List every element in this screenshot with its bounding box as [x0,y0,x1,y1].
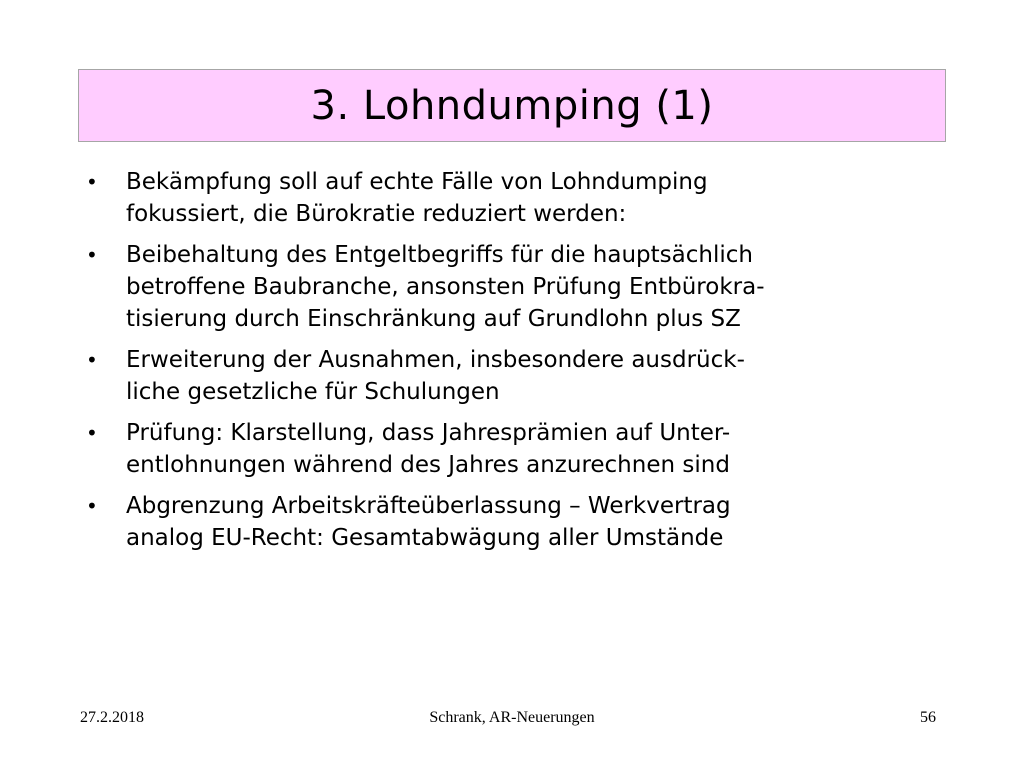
bullet-text: Abgrenzung Arbeitskräfteüberlassung – Werkvertrag analog EU-Recht: Gesamtabwägung aller Umstände [126,493,731,551]
bullet-item [86,344,946,408]
bullet-text: Prüfung: Klarstellung, dass Jahresprämien auf Unter- entlohnungen während des Jahres anzurechnen sind [126,420,731,478]
title-box [78,69,946,142]
footer-author-title: Schrank, AR-Neuerungen [429,709,595,726]
footer-date: 27.2.2018 [80,709,144,726]
footer-page-number: 56 [920,709,936,726]
bullet-icon: • [86,494,98,518]
bullet-text: Erweiterung der Ausnahmen, insbesondere ausdrück- liche gesetzliche für Schulungen [126,347,745,405]
bullet-text: Bekämpfung soll auf echte Fälle von Lohndumping fokussiert, die Bürokratie reduziert werden: [126,169,708,227]
bullet-item [86,166,946,230]
slide-title: 3. Lohndumping (1) [310,82,714,129]
bullet-icon: • [86,348,98,372]
bullet-icon: • [86,243,98,267]
bullet-item [86,239,946,335]
bullet-icon: • [86,421,98,445]
bullet-icon: • [86,170,98,194]
bullet-list [86,166,946,563]
bullet-item [86,417,946,481]
bullet-item [86,490,946,554]
bullet-text: Beibehaltung des Entgeltbegriffs für die hauptsächlich betroffene Baubranche, ansonsten Prüfung Entbürokra- tisierung durch Einschränkung auf Grundlohn plus SZ [126,242,765,332]
